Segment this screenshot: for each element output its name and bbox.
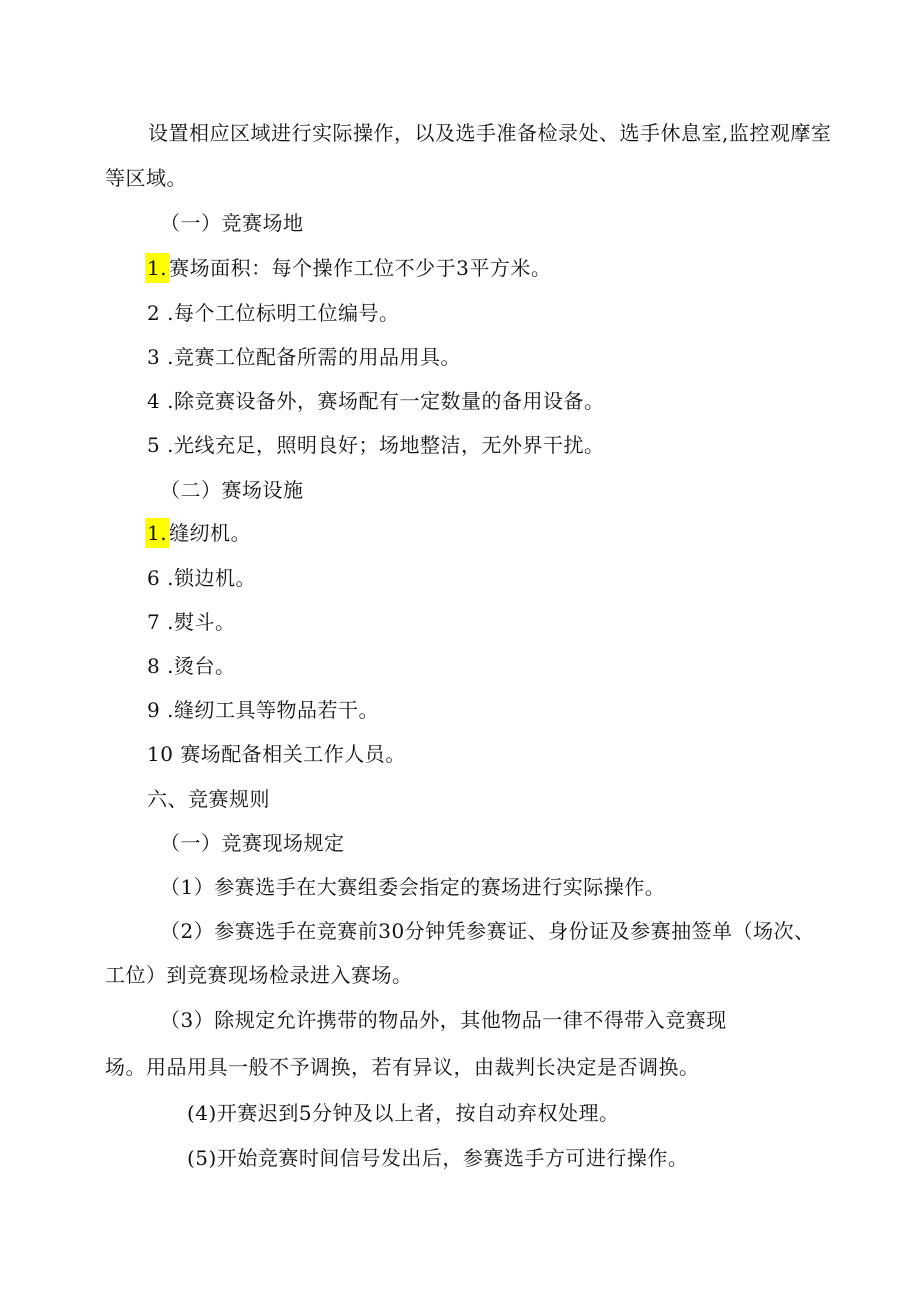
item-number: 10 — [147, 742, 174, 766]
venue-item-text: 赛场面积：每个操作工位不少于3平方米。 — [169, 256, 552, 280]
venue-item-3 — [147, 342, 461, 372]
rule-2-line-1: （2）参赛选手在竞赛前30分钟凭参赛证、身份证及参赛抽签单（场次、 — [160, 919, 815, 943]
facility-item-text: 缝纫机。 — [169, 521, 252, 545]
rule-3-line-1: （3）除规定允许携带的物品外，其他物品一律不得带入竞赛现 — [160, 1008, 727, 1032]
chapter-heading-rules: 六、竞赛规则 — [147, 787, 270, 811]
section-heading-facilities: （二）赛场设施 — [160, 478, 304, 502]
facility-item-text: .熨斗。 — [167, 610, 236, 634]
facility-item-text: .烫台。 — [167, 654, 236, 678]
venue-item-text: .每个工位标明工位编号。 — [167, 301, 400, 325]
rule-2-line-2: 工位）到竞赛现场检录进入赛场。 — [105, 963, 413, 987]
intro-paragraph-line-2: 等区域。 — [105, 166, 187, 190]
venue-item-4 — [147, 386, 604, 416]
venue-item-5 — [147, 430, 604, 460]
item-number: 9 — [147, 698, 161, 722]
highlighted-item-number: 1. — [145, 253, 169, 283]
facility-item-8 — [147, 651, 235, 681]
facility-item-text: .锁边机。 — [167, 566, 256, 590]
highlighted-item-number: 1. — [145, 518, 169, 548]
facility-item-6 — [147, 563, 256, 593]
section-heading-venue: （一）竞赛场地 — [160, 211, 304, 235]
venue-item-1 — [145, 253, 551, 283]
rule-3-line-2: 场。用品用具一般不予调换，若有异议，由裁判长决定是否调换。 — [105, 1055, 700, 1079]
facility-item-7 — [147, 607, 235, 637]
section-heading-onsite-rules: （一）竞赛现场规定 — [160, 831, 345, 855]
facility-item-text: 赛场配备相关工作人员。 — [180, 742, 406, 766]
facility-item-10 — [147, 739, 406, 769]
venue-item-text: .除竞赛设备外，赛场配有一定数量的备用设备。 — [167, 389, 605, 413]
item-number: 7 — [147, 610, 161, 634]
item-number: 2 — [147, 301, 161, 325]
venue-item-text: .光线充足，照明良好；场地整洁，无外界干扰。 — [167, 433, 605, 457]
venue-item-text: .竞赛工位配备所需的用品用具。 — [167, 345, 461, 369]
rule-1: （1）参赛选手在大赛组委会指定的赛场进行实际操作。 — [160, 875, 666, 899]
rule-5: (5)开始竞赛时间信号发出后，参赛选手方可进行操作。 — [187, 1146, 689, 1170]
rule-4: (4)开赛迟到5分钟及以上者，按自动弃权处理。 — [187, 1101, 620, 1125]
item-number: 8 — [147, 654, 161, 678]
intro-paragraph-line-1: 设置相应区域进行实际操作，以及选手准备检录处、选手休息室,监控观摩室 — [148, 121, 832, 145]
venue-item-2 — [147, 298, 399, 328]
facility-item-text: .缝纫工具等物品若干。 — [167, 698, 379, 722]
facility-item-9 — [147, 695, 379, 725]
item-number: 4 — [147, 389, 161, 413]
item-number: 3 — [147, 345, 161, 369]
facility-item-1 — [145, 518, 251, 548]
item-number: 5 — [147, 433, 161, 457]
item-number: 6 — [147, 566, 161, 590]
